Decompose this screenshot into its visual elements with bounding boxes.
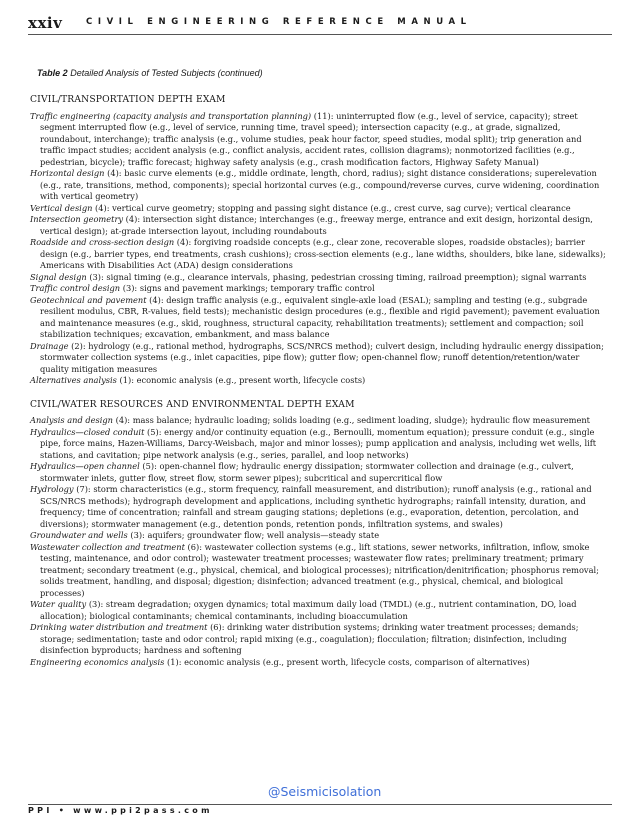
entry-hydrology [30,484,608,530]
entry-text: (6): wastewater collection systems (e.g., lift stations, sewer networks, infiltration, inflow, smoke testing, maintenance, and odor control); wastewater treatment processes; wastewater flow rates; preliminary treatment; primary treatment; secondary treatment (e.g., physical, chemical, and biological processes); nitrification/denitrification; phosphorus removal; solids treatment, handling, and disposal; digestion; disinfection; advanced treatment (e.g., physical, chemical, and biological processes) [40,541,599,598]
entry-topic: Drainage [30,340,69,351]
section-title: CIVIL/WATER RESOURCES AND ENVIRONMENTAL DEPTH EXAM [30,398,355,410]
entry-topic: Vertical design [30,202,93,213]
entry-text: (3): signal timing (e.g., clearance intervals, phasing, pedestrian crossing timing, railroad preemption); signal warrants [86,271,587,282]
entry-topic: Traffic engineering (capacity analysis and transportation planning) [30,110,312,121]
entry-analysis-design [30,415,608,427]
table-caption-text: Detailed Analysis of Tested Subjects (continued) [70,68,263,78]
entry-topic: Hydrology [30,484,74,494]
entry-geotechnical-pavement [30,295,608,341]
entry-text: (11): uninterrupted flow (e.g., level of service, capacity); street segment interrupted flow (e.g., level of service, running time, travel speed); intersection capacity (e.g., at grade, signalized, roundabout, interchange); traffic analysis (e.g., volume studies, peak hour factor, speed studies, modal split); trip generation and traffic impact studies; accident analysis (e.g., conflict analysis, accident rates, collision diagrams); nonmotorized facilities (e.g., pedestrian, bicycle); traffic forecast; highway safety analysis (e.g., crash modification factors, Highway Safety Manual) [40,110,582,167]
entry-topic: Wastewater collection and treatment [30,541,185,552]
entry-text: (4): design traffic analysis (e.g., equivalent single-axle load (ESAL); sampling and testing (e.g., subgrade resilient modulus, CBR, R-values, field tests); mechanistic design procedures (e.g., flexible and rigid pavement); pavement evaluation and maintenance measures (e.g., skid, roughness, structural capacity, rehabilitation treatments); settlement and compaction; soil stabilization techniques; excavation, embankment, and mass balance [40,294,600,339]
entry-horizontal-design [30,168,608,203]
entry-text: (1): economic analysis (e.g., present worth, lifecycle costs) [116,375,366,385]
watermark: @Seismicisolation [268,784,382,799]
entry-topic: Alternatives analysis [30,375,117,385]
entry-traffic-control-design [30,283,608,295]
entry-engineering-economics [30,657,608,669]
entry-text: (4): intersection sight distance; interchanges (e.g., freeway merge, entrance and exit design, horizontal design, vertical design); at-grade intersection layout, including roundabouts [40,214,593,236]
entry-text: (3): signs and pavement markings; temporary traffic control [120,283,375,293]
entry-alternatives-analysis [30,375,608,387]
table-content [30,94,608,668]
entry-hydraulics-closed-conduit [30,427,608,462]
entry-hydraulics-open-channel [30,461,608,484]
entry-text: (7): storm characteristics (e.g., storm frequency, rainfall measurement, and distribution); runoff analysis (e.g., rational and SCS/NRCS methods); hydrograph development and applications, including synthetic hydrographs; rainfall intensity, duration, and frequency; time of concentration; rainfall and stream gauging stations; depletions (e.g., evaporation, detention, percolation, and diversions); stormwater management (e.g., detention ponds, retention ponds, infiltration systems, and swales) [40,484,592,529]
page-header [28,14,612,36]
table-label: Table 2 [37,68,68,78]
entry-topic: Drinking water distribution and treatment [30,622,208,632]
entry-text: (2): hydrology (e.g., rational method, hydrographs, SCS/NRCS method); culvert design, including hydraulic energy dissipation; stormwater collection systems (e.g., inlet capacities, pipe flow); gutter flow; open-channel flow; runoff detention/retention/water quality mitigation measures [40,340,604,374]
section-title: CIVIL/TRANSPORTATION DEPTH EXAM [30,94,226,105]
entry-topic: Geotechnical and pavement [30,294,147,305]
entry-water-quality [30,599,608,622]
entry-text: (4): mass balance; hydraulic loading; solids loading (e.g., sediment loading, sludge); hydraulic flow measurement [112,415,591,425]
entry-wastewater-collection [30,542,608,600]
entry-topic: Analysis and design [30,415,113,425]
running-title: CIVIL ENGINEERING REFERENCE MANUAL [86,17,472,27]
entry-topic: Water quality [30,599,87,609]
footer-rule [28,804,612,805]
entry-topic: Hydraulics—open channel [30,461,140,471]
entry-text: (4): basic curve elements (e.g., middle ordinate, length, chord, radius); sight distance considerations; superelevation (e.g., rate, transitions, method, components); special horizontal curves (e.g., compound/reverse curves, curve widening, coordination with vertical geometry) [40,168,600,201]
section-water-resources [30,399,608,669]
section-transportation [30,94,608,387]
entry-text: (4): vertical curve geometry; stopping and passing sight distance (e.g., crest curve, sag curve); vertical clearance [92,202,571,213]
entry-text: (6): drinking water distribution systems; drinking water treatment processes; demands; storage; sedimentation; taste and odor control; rapid mixing (e.g., coagulation); flocculation; filtration; disinfection, including disinfection byproducts; hardness and softening [40,622,579,655]
entry-vertical-design [30,203,608,215]
entry-topic: Engineering economics analysis [30,656,165,667]
entry-drainage [30,341,608,376]
entry-text: (1): economic analysis (e.g., present worth, lifecycle costs, comparison of alternatives) [164,656,530,667]
entry-topic: Groundwater and wells [30,530,128,540]
entry-groundwater-wells [30,530,608,542]
entry-text: (5): open-channel flow; hydraulic energy dissipation; stormwater collection and drainage (e.g., culvert, stormwater inlets, gutter flow, street flow, storm sewer pipes); subcritical and supercritical flow [40,461,574,483]
entry-text: (4): forgiving roadside concepts (e.g., clear zone, recoverable slopes, roadside obstacles); barrier design (e.g., barrier types, end treatments, crash cushions); cross-section elements (e.g., lane widths, shoulders, bike lane, sidewalks); Americans with Disabilities Act (ADA) design considerations [40,237,606,270]
entry-topic: Roadside and cross-section design [30,237,175,247]
entry-topic: Horizontal design [30,168,105,178]
entry-topic: Intersection geometry [30,214,124,224]
header-rule [28,34,612,35]
entry-text: (3): stream degradation; oxygen dynamics; total maximum daily load (TMDL) (e.g., nutrient contamination, DO, load allocation); biological contaminants; chemical contaminants, including bioaccumulation [40,599,577,621]
entry-roadside-cross-section [30,237,608,272]
page-footer [28,784,612,814]
entry-traffic-engineering [30,111,608,169]
entry-text: (5): energy and/or continuity equation (e.g., Bernoulli, momentum equation); pressure conduit (e.g., single pipe, force mains, Hazen-Williams, Darcy-Weisbach, major and minor losses); pump application and analysis, including wet wells, lift stations, and cavitation; pipe network analysis (e.g., series, parallel, and loop networks) [40,426,597,460]
footer-publisher: PPI • www.ppi2pass.com [28,806,213,815]
entry-text: (3): aquifers; groundwater flow; well analysis—steady state [127,530,380,540]
entry-topic: Traffic control design [30,283,121,293]
page-number: xxiv [28,14,63,32]
table-caption [37,68,263,78]
entry-topic: Signal design [30,271,87,282]
entry-topic: Hydraulics—closed conduit [30,426,145,437]
entry-signal-design [30,272,608,284]
entry-drinking-water [30,622,608,657]
entry-intersection-geometry [30,214,608,237]
